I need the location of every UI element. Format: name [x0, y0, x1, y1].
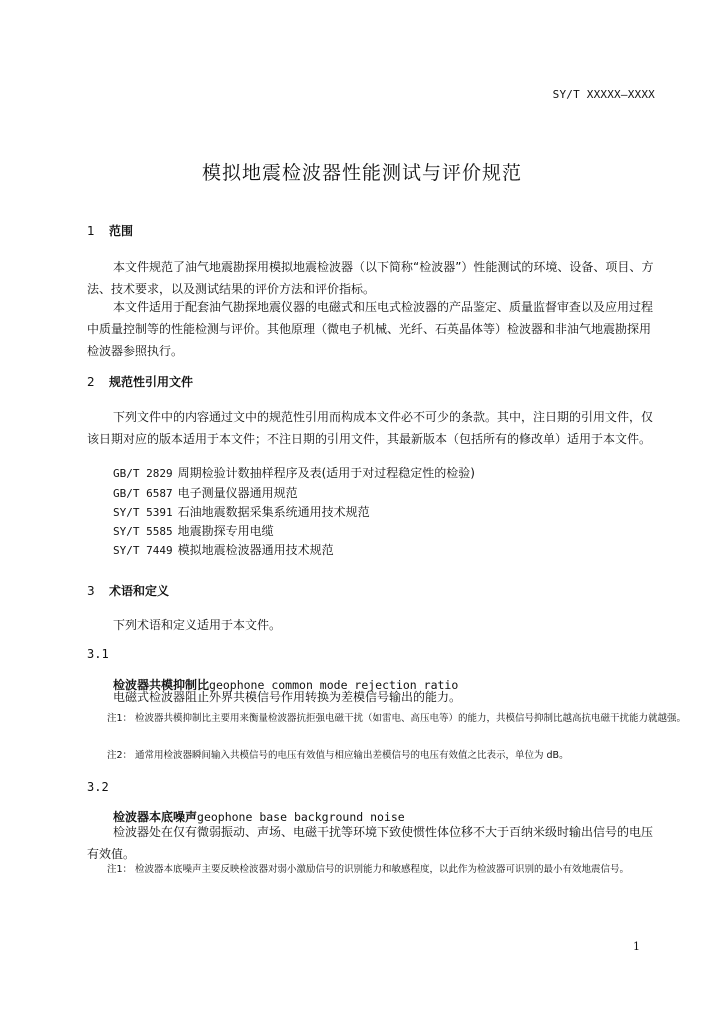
document-code: SY/T XXXXX—XXXX	[552, 88, 655, 101]
reference-item	[113, 503, 370, 522]
reference-title: 电子测量仪器通用规范	[177, 486, 298, 500]
section-number: 3	[87, 584, 95, 598]
section-title: 术语和定义	[109, 584, 170, 598]
page-number: 1	[633, 940, 640, 953]
reference-item	[113, 541, 334, 560]
reference-item	[113, 484, 298, 503]
paragraph: 下列术语和定义适用于本文件。	[113, 618, 282, 632]
reference-title: 石油地震数据采集系统通用技术规范	[177, 505, 370, 519]
term-title-zh: 检波器共模抑制比	[113, 678, 210, 692]
reference-code: SY/T 5391	[113, 506, 173, 519]
reference-code: SY/T 7449	[113, 544, 173, 557]
reference-code: GB/T 2829	[113, 467, 173, 480]
note-text: 通常用检波器瞬间输入共模信号的电压有效值与相应输出差模信号的电压有效值之比表示，单位为 dB。	[135, 750, 569, 761]
section-heading-scope	[87, 222, 133, 239]
section-title: 规范性引用文件	[109, 375, 194, 389]
reference-title: 周期检验计数抽样程序及表(适用于对过程稳定性的检验)	[177, 466, 475, 480]
section-number: 1	[87, 224, 95, 238]
term-title-zh: 检波器本底噪声	[113, 810, 198, 824]
paragraph: 下列文件中的内容通过文中的规范性引用而构成本文件必不可少的条款。其中，注日期的引用文件，仅该日期对应的版本适用于本文件；不注日期的引用文件，其最新版本（包括所有的修改单）适用于本文件。	[87, 410, 654, 446]
term-definition: 电磁式检波器阻止外界共模信号作用转换为差模信号输出的能力。	[113, 690, 462, 704]
note-label: 注1：	[107, 864, 133, 875]
term-definition: 检波器处在仅有微弱振动、声场、电磁干扰等环境下致使惯性体位移不大于百纳米级时输出信号的电压有效值。	[87, 825, 654, 861]
reference-code: GB/T 6587	[113, 487, 173, 500]
reference-title: 地震勘探专用电缆	[177, 524, 274, 538]
term-title-en: geophone common mode rejection ratio	[209, 678, 459, 692]
paragraph: 本文件适用于配套油气勘探地震仪器的电磁式和压电式检波器的产品鉴定、质量监督审查以及应用过程中质量控制等的性能检测与评价。其他原理（微电子机械、光纤、石英晶体等）检波器和非油气地震勘探用检波器参照执行。	[87, 300, 654, 358]
reference-item	[113, 522, 274, 541]
reference-title: 模拟地震检波器通用技术规范	[177, 543, 334, 557]
note-text: 检波器本底噪声主要反映检波器对弱小激励信号的识别能力和敏感程度，以此作为检波器可识别的最小有效地震信号。	[135, 864, 630, 875]
term-number: 3.1	[87, 647, 109, 661]
reference-item	[113, 464, 475, 483]
term-title-en: geophone base background noise	[197, 810, 405, 824]
note-label: 注2：	[107, 750, 133, 761]
section-heading-terms	[87, 582, 169, 599]
reference-code: SY/T 5585	[113, 525, 173, 538]
term-number: 3.2	[87, 780, 109, 794]
term-note	[107, 860, 687, 880]
section-heading-normative-references	[87, 373, 193, 390]
term-note	[107, 709, 687, 729]
section-title: 范围	[109, 224, 134, 238]
term-note	[107, 746, 687, 766]
paragraph: 本文件规范了油气地震勘探用模拟地震检波器（以下简称“检波器”）性能测试的环境、设备、项目、方法、技术要求，以及测试结果的评价方法和评价指标。	[87, 260, 654, 296]
document-title: 模拟地震检波器性能测试与评价规范	[201, 162, 522, 184]
note-label: 注1：	[107, 713, 133, 724]
section-number: 2	[87, 375, 95, 389]
note-text: 检波器共模抑制比主要用来衡量检波器抗拒强电磁干扰（如雷电、高压电等）的能力，共模信号抑制比越高抗电磁干扰能力就越强。	[135, 713, 687, 724]
